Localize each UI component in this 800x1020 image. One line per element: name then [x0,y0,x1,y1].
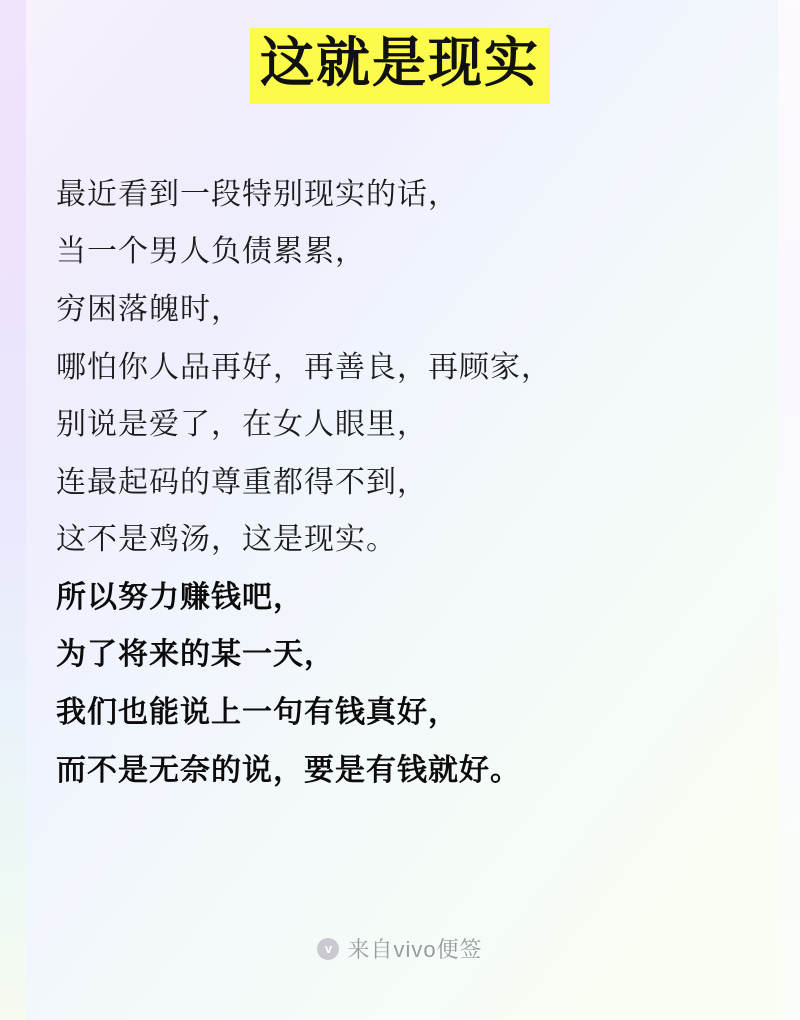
page-title: 这就是现实 [250,28,550,104]
note-line: 最近看到一段特别现实的话， [56,177,459,211]
note-body [0,166,800,800]
note-line: 哪怕你人品再好，再善良，再顾家， [56,350,552,384]
note-line: 穷困落魄时， [56,292,242,326]
note-line: 所以努力赚钱吧， [56,580,304,614]
note-line: 当一个男人负债累累， [56,235,366,269]
note-line: 我们也能说上一句有钱真好， [56,696,459,730]
source-label: 来自vivo便签 [347,937,483,962]
note-line: 而不是无奈的说，要是有钱就好。 [56,753,521,787]
note-line: 别说是爱了，在女人眼里， [56,408,428,442]
title-container [250,28,550,104]
vivo-logo-icon: v [317,938,339,960]
note-line: 这不是鸡汤，这是现实。 [56,523,397,557]
note-line: 为了将来的某一天， [56,638,335,672]
note-line: 连最起码的尊重都得不到， [56,465,428,499]
source-watermark [0,933,800,964]
